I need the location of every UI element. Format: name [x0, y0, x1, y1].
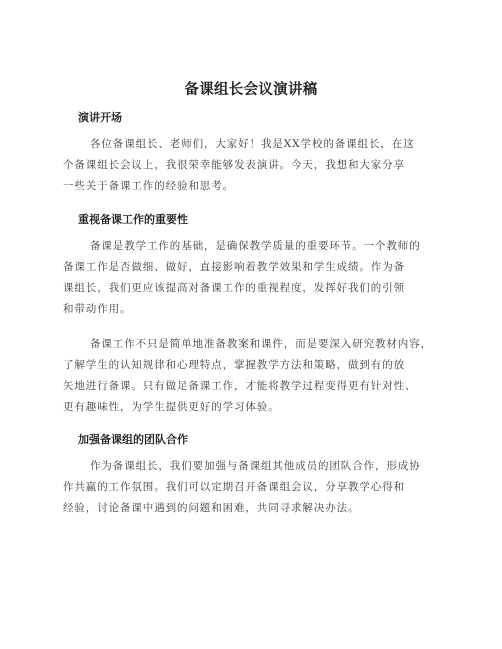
paragraph-line: 备课是教学工作的基础，是确保教学质量的重要环节。一个教师的: [90, 240, 421, 252]
paragraph-line: 矢地进行备课。只有做足备课工作，才能将教学过程变得更有针对性、: [63, 380, 417, 392]
paragraph-line: 作为备课组长，我们要加强与备课组其他成员的团队合作，形成协: [90, 460, 421, 472]
section-heading-importance: 重视备课工作的重要性: [78, 213, 188, 226]
paragraph-line: 个备课组长会议上，我很荣幸能够发表演讲。今天，我想和大家分享: [63, 159, 405, 171]
paragraph-importance-2: [63, 334, 463, 418]
paragraph-line: 备课工作不只是简单地准备教案和课件，而是要深入研究教材内容，: [90, 338, 432, 350]
paragraph-line: 了解学生的认知规律和心理特点，掌握教学方法和策略，做到有的放: [63, 359, 405, 371]
paragraph-line: 作共赢的工作氛围。我们可以定期召开备课组会议，分享教学心得和: [63, 481, 405, 493]
paragraph-importance-1: [63, 236, 463, 320]
section-heading-teamwork: 加强备课组的团队合作: [78, 433, 188, 446]
section-heading-opening: 演讲开场: [78, 111, 122, 124]
paragraph-line: 一些关于备课工作的经验和思考。: [63, 180, 234, 192]
paragraph-opening: [63, 134, 463, 197]
paragraph-line: 更有趣味性，为学生提供更好的学习体验。: [63, 401, 280, 413]
paragraph-line: 和带动作用。: [63, 303, 132, 315]
paragraph-line: 课组长，我们更应该提高对备课工作的重视程度，发挥好我们的引领: [63, 282, 405, 294]
paragraph-line: 经验，讨论备课中遇到的问题和困难，共同寻求解决办法。: [63, 502, 360, 514]
paragraph-teamwork: [63, 456, 463, 519]
paragraph-line: 备课工作是否做细、做好，直接影响着教学效果和学生成绩。作为备: [63, 261, 405, 273]
paragraph-line: 各位备课组长、老师们，大家好！我是XX学校的备课组长，在这: [90, 138, 415, 150]
document-title: 备课组长会议演讲稿: [184, 82, 318, 98]
